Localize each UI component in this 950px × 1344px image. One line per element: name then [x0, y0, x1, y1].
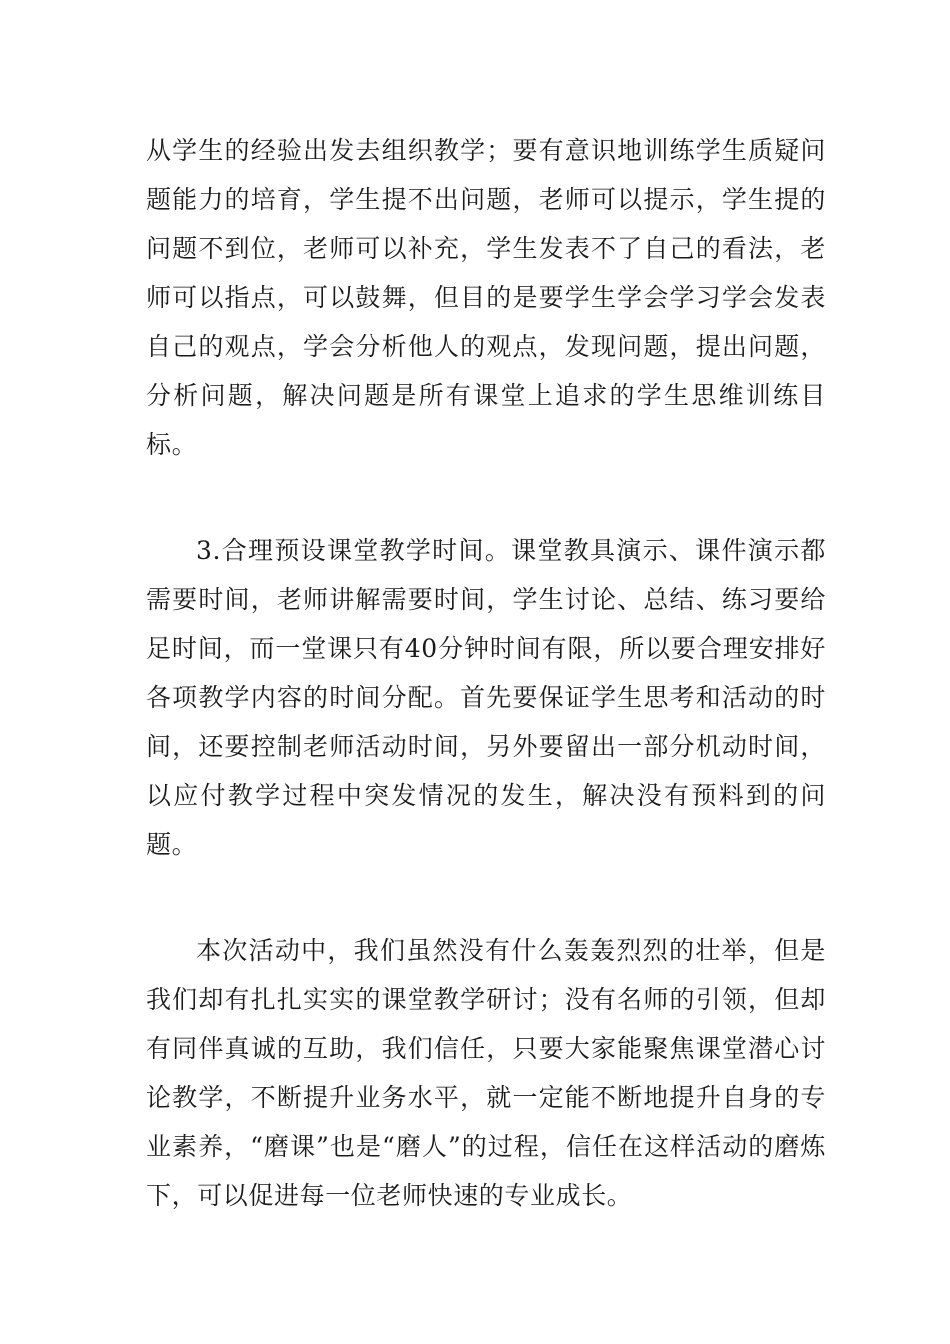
paragraph-continued: 从学生的经验出发去组织教学；要有意识地训练学生质疑问题能力的培育，学生提不出问题，老师可以提示，学生提的问题不到位，老师可以补充，学生发表不了自己的看法，老师可以指点，可以鼓舞，但目的是要学生学会学习学会发表自己的观点，学会分析他人的观点，发现问题，提出问题，分析问题，解决问题是所有课堂上追求的学生思维训练目标。 [146, 136, 826, 459]
paragraph-section-3: 3.合理预设课堂教学时间。课堂教具演示、课件演示都需要时间，老师讲解需要时间，学生讨论、总结、练习要给足时间，而一堂课只有40分钟时间有限，所以要合理安排好各项教学内容的时间分配。首先要保证学生思考和活动的时间，还要控制老师活动时间，另外要留出一部分机动时间，以应付教学过程中突发情况的发生，解决没有预料到的问题。 [146, 536, 826, 859]
paragraph-conclusion: 本次活动中，我们虽然没有什么轰轰烈烈的壮举，但是我们却有扎扎实实的课堂教学研讨；没有名师的引领，但却有同伴真诚的互助，我们信任，只要大家能聚焦课堂潜心讨论教学，不断提升业务水平，就一定能不断地提升自身的专业素养，“磨课”也是“磨人”的过程，信任在这样活动的磨炼下，可以促进每一位老师快速的专业成长。 [146, 936, 826, 1210]
